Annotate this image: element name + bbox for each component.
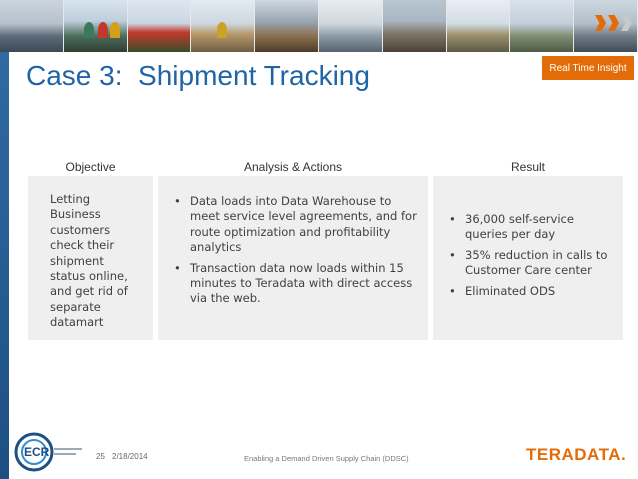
photo-kremlin xyxy=(128,0,192,52)
objective-line: status online, xyxy=(50,269,128,284)
chevron-right-icon xyxy=(608,15,619,31)
analysis-list xyxy=(170,194,420,307)
photo-street xyxy=(255,0,319,52)
objective-line: separate xyxy=(50,299,101,314)
result-header: Result xyxy=(510,160,545,174)
photo-square xyxy=(319,0,383,52)
photo-city-skyline xyxy=(0,0,64,52)
objective-line: datamart xyxy=(50,315,104,330)
photo-university xyxy=(510,0,574,52)
photo-strip xyxy=(0,0,638,52)
analysis-bullet: • Transaction data now loads within 15 minutes to Teradata with direct access via the web. xyxy=(170,261,420,307)
analysis-bullet: • Data loads into Data Warehouse to meet service level agreements, and for route optimization and profitability analytics xyxy=(170,194,420,256)
ecr-logo xyxy=(14,432,86,472)
photo-church xyxy=(191,0,255,52)
result-panel xyxy=(433,176,623,340)
chevron-group xyxy=(595,15,632,31)
photo-cathedral xyxy=(64,0,128,52)
objective-line: and get rid of xyxy=(50,284,128,299)
page-number: 25 xyxy=(96,452,105,461)
result-bullet: • 35% reduction in calls to Customer Care center xyxy=(445,248,615,279)
result-bullet: • Eliminated ODS xyxy=(445,284,615,299)
objective-panel xyxy=(28,176,153,340)
objective-line: customers xyxy=(50,222,111,237)
slide-title: Case 3: Shipment Tracking xyxy=(26,60,370,91)
objective-line: shipment xyxy=(50,253,104,268)
chevron-right-icon xyxy=(595,15,606,31)
slide-date: 2/18/2014 xyxy=(112,452,148,461)
teradata-logo: TERADATA. xyxy=(526,445,627,464)
real-time-insight-badge: Real Time Insight xyxy=(542,56,634,80)
footer-text: Enabling a Demand Driven Supply Chain (DDSC) xyxy=(244,454,409,463)
photo-building xyxy=(383,0,447,52)
objective-line: Business xyxy=(50,207,101,222)
objective-line: check their xyxy=(50,238,115,253)
chevron-right-icon xyxy=(621,15,632,31)
result-bullet: • 36,000 self-service queries per day xyxy=(445,212,615,243)
left-accent-bar xyxy=(0,52,9,479)
analysis-panel xyxy=(158,176,428,340)
svg-text:ECR: ECR xyxy=(24,445,50,459)
objective-line: Letting xyxy=(50,192,91,206)
photo-river xyxy=(447,0,511,52)
result-list xyxy=(445,212,615,304)
objective-header: Objective xyxy=(65,160,116,174)
analysis-header: Analysis & Actions xyxy=(243,160,343,174)
